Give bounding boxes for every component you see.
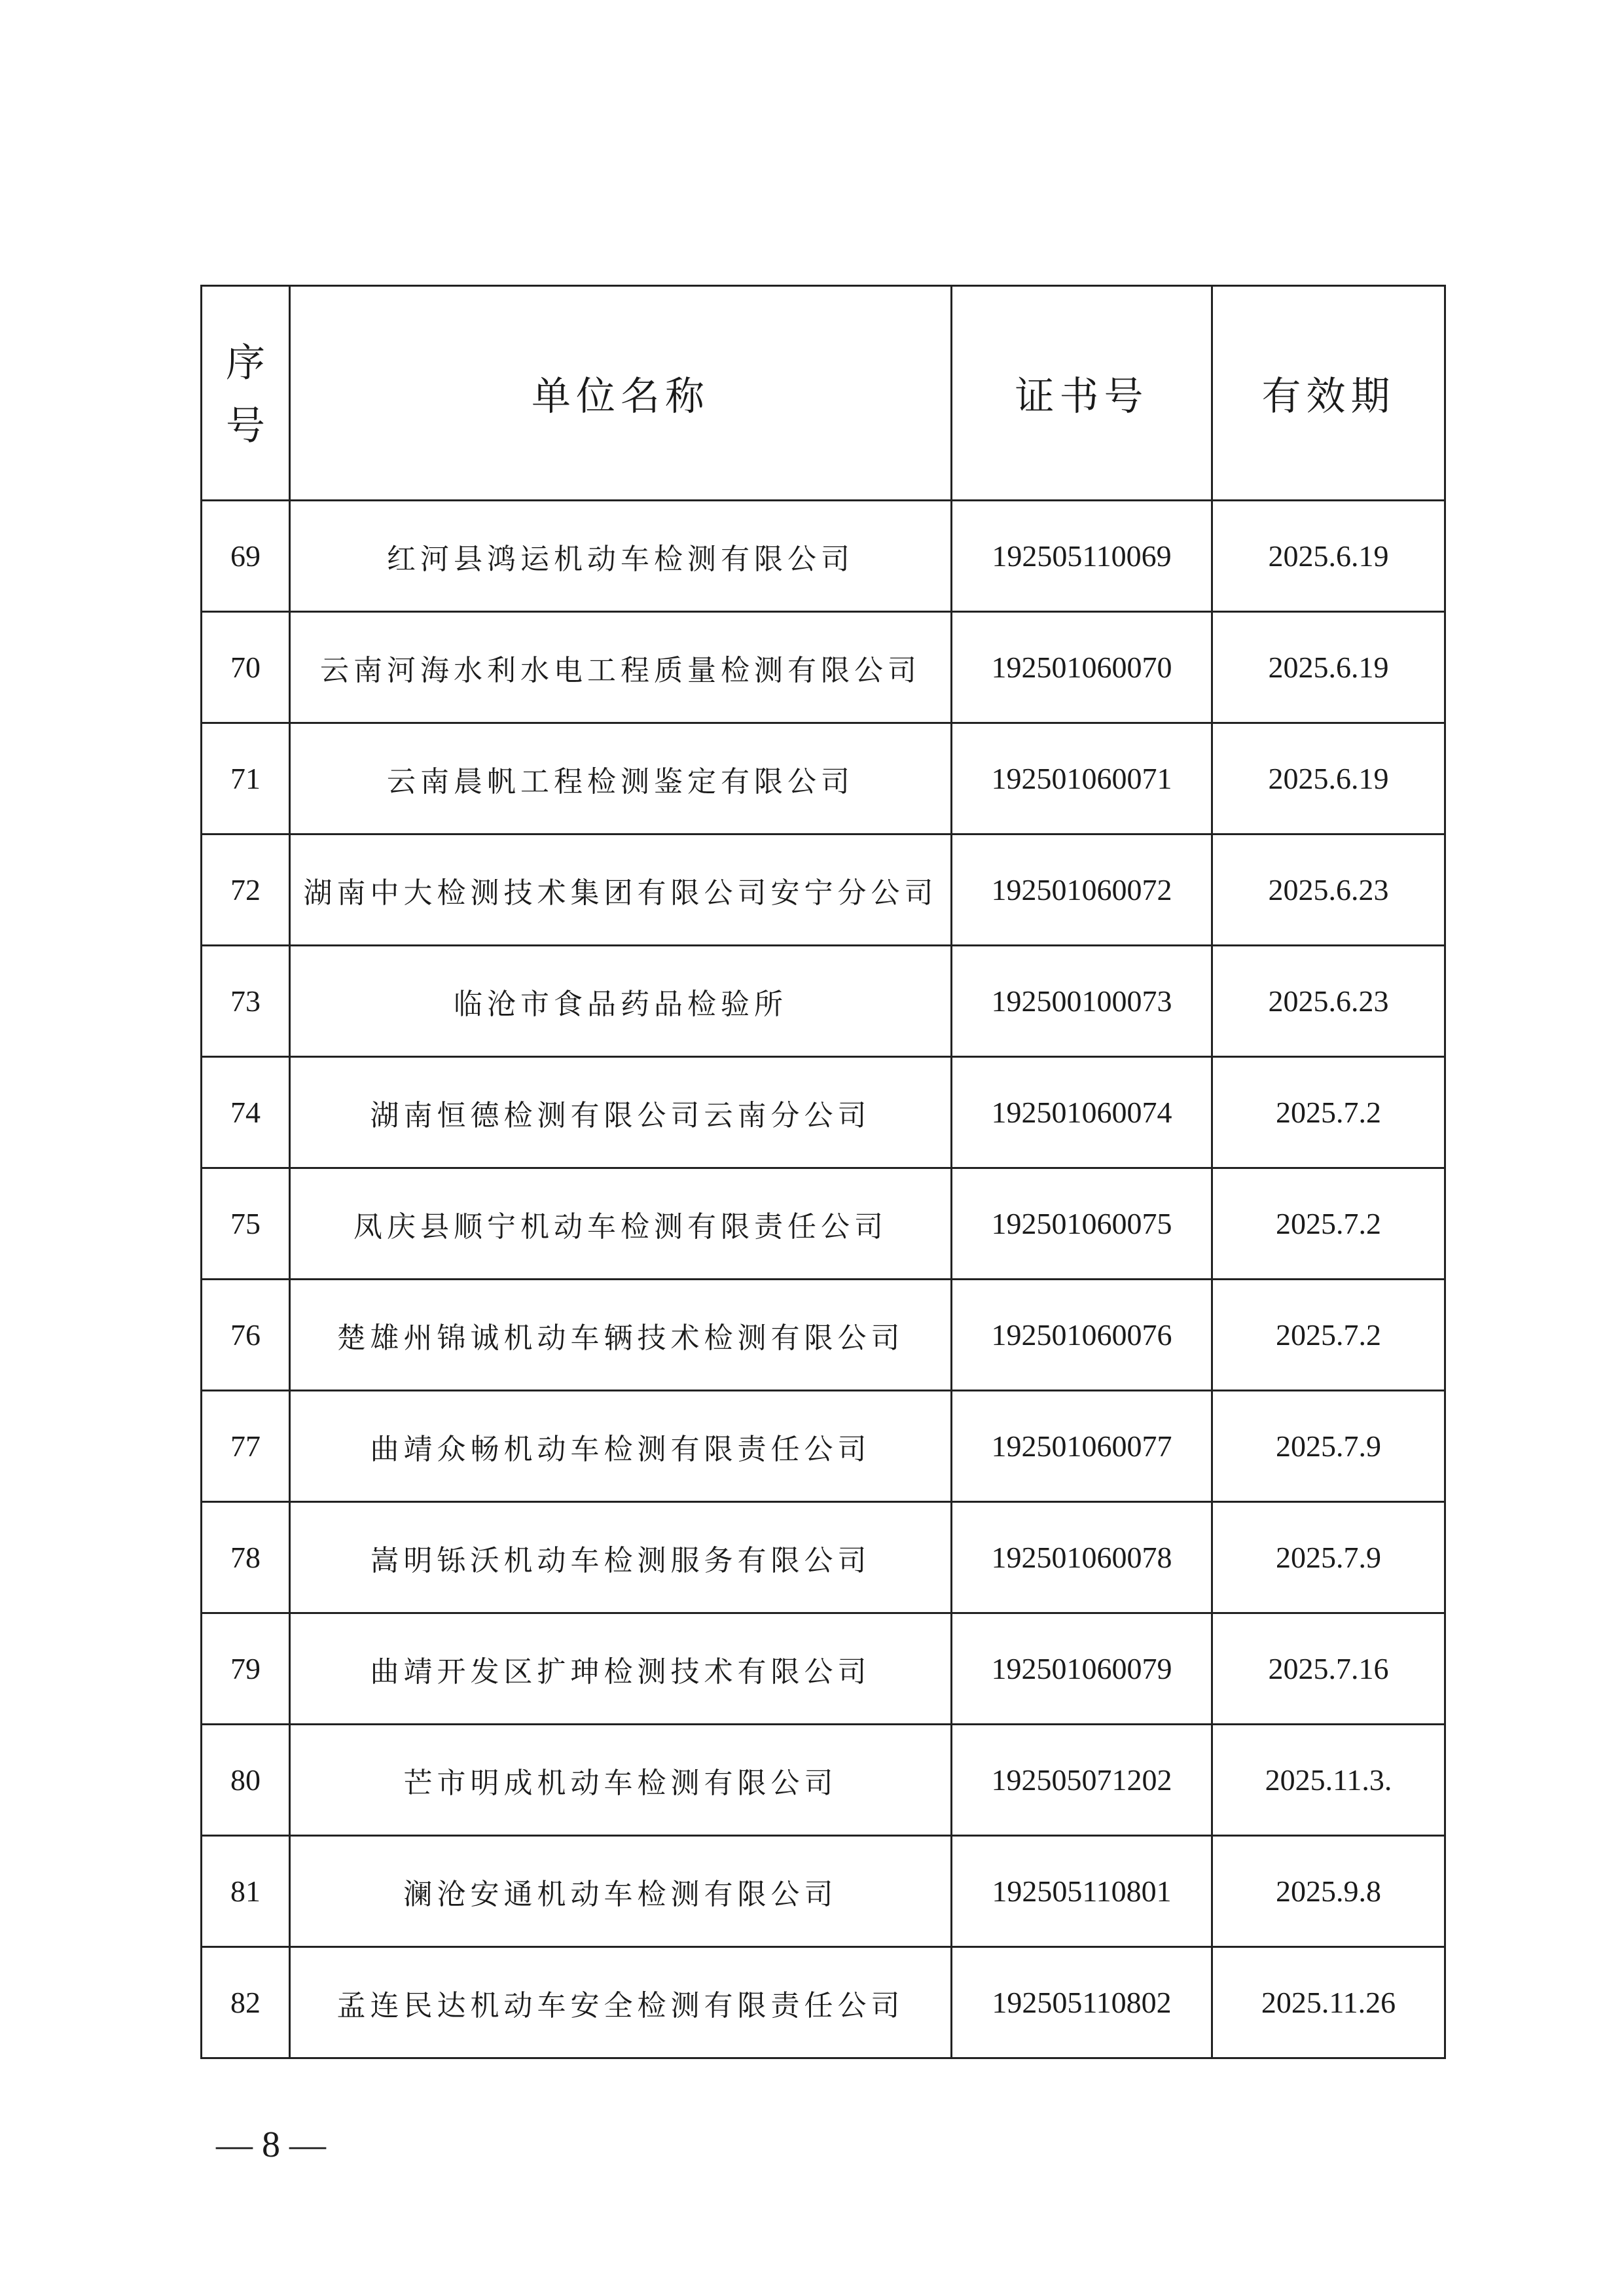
header-validity: 有效期 — [1212, 286, 1445, 501]
row-certificate-number: 192501060070 — [952, 612, 1212, 723]
row-certificate-number: 192501060077 — [952, 1391, 1212, 1502]
row-seq: 76 — [202, 1280, 290, 1391]
row-unit-name: 曲靖众畅机动车检测有限责任公司 — [290, 1391, 952, 1502]
row-unit-name: 芒市明成机动车检测有限公司 — [290, 1725, 952, 1836]
table-row — [202, 1836, 1445, 1947]
row-seq: 70 — [202, 612, 290, 723]
table-header — [202, 286, 1445, 501]
row-seq: 82 — [202, 1947, 290, 2058]
row-validity: 2025.11.3. — [1212, 1725, 1445, 1836]
row-unit-name: 澜沧安通机动车检测有限公司 — [290, 1836, 952, 1947]
row-seq: 72 — [202, 834, 290, 946]
row-unit-name: 孟连民达机动车安全检测有限责任公司 — [290, 1947, 952, 2058]
row-certificate-number: 192505110801 — [952, 1836, 1212, 1947]
row-seq: 75 — [202, 1168, 290, 1280]
table-row — [202, 1280, 1445, 1391]
header-unit-name: 单位名称 — [290, 286, 952, 501]
row-unit-name: 临沧市食品药品检验所 — [290, 946, 952, 1057]
row-certificate-number: 192501060071 — [952, 723, 1212, 834]
table-row — [202, 1613, 1445, 1725]
table-row — [202, 723, 1445, 834]
table-row — [202, 1057, 1445, 1168]
row-certificate-number: 192500100073 — [952, 946, 1212, 1057]
row-certificate-number: 192501060074 — [952, 1057, 1212, 1168]
row-certificate-number: 192505110802 — [952, 1947, 1212, 2058]
row-seq: 73 — [202, 946, 290, 1057]
row-certificate-number: 192501060078 — [952, 1502, 1212, 1613]
row-validity: 2025.6.19 — [1212, 612, 1445, 723]
header-seq — [202, 286, 290, 501]
row-certificate-number: 192501060076 — [952, 1280, 1212, 1391]
table-row — [202, 1168, 1445, 1280]
row-unit-name: 红河县鸿运机动车检测有限公司 — [290, 501, 952, 612]
row-validity: 2025.6.19 — [1212, 501, 1445, 612]
row-certificate-number: 192505071202 — [952, 1725, 1212, 1836]
row-seq: 81 — [202, 1836, 290, 1947]
row-validity: 2025.6.23 — [1212, 834, 1445, 946]
row-certificate-number: 192501060079 — [952, 1613, 1212, 1725]
row-validity: 2025.7.2 — [1212, 1280, 1445, 1391]
table-row — [202, 834, 1445, 946]
row-validity: 2025.7.9 — [1212, 1502, 1445, 1613]
row-seq: 74 — [202, 1057, 290, 1168]
table-row — [202, 1947, 1445, 2058]
row-validity: 2025.6.19 — [1212, 723, 1445, 834]
row-seq: 69 — [202, 501, 290, 612]
row-unit-name: 湖南中大检测技术集团有限公司安宁分公司 — [290, 834, 952, 946]
table-row — [202, 946, 1445, 1057]
row-seq: 79 — [202, 1613, 290, 1725]
table-body — [202, 501, 1445, 2058]
row-unit-name: 凤庆县顺宁机动车检测有限责任公司 — [290, 1168, 952, 1280]
row-seq: 78 — [202, 1502, 290, 1613]
table-row — [202, 501, 1445, 612]
row-validity: 2025.9.8 — [1212, 1836, 1445, 1947]
row-unit-name: 楚雄州锦诚机动车辆技术检测有限公司 — [290, 1280, 952, 1391]
header-seq-char-1: 序 — [226, 340, 265, 386]
row-certificate-number: 192501060072 — [952, 834, 1212, 946]
table-row — [202, 1391, 1445, 1502]
row-seq: 77 — [202, 1391, 290, 1502]
row-validity: 2025.7.9 — [1212, 1391, 1445, 1502]
header-seq-char-2: 号 — [226, 403, 265, 449]
row-unit-name: 曲靖开发区扩珅检测技术有限公司 — [290, 1613, 952, 1725]
row-unit-name: 湖南恒德检测有限公司云南分公司 — [290, 1057, 952, 1168]
row-seq: 71 — [202, 723, 290, 834]
table-row — [202, 1725, 1445, 1836]
row-seq: 80 — [202, 1725, 290, 1836]
row-validity: 2025.6.23 — [1212, 946, 1445, 1057]
table-row — [202, 612, 1445, 723]
row-certificate-number: 192501060075 — [952, 1168, 1212, 1280]
header-row — [202, 286, 1445, 501]
row-validity: 2025.7.16 — [1212, 1613, 1445, 1725]
header-certificate-number: 证书号 — [952, 286, 1212, 501]
row-validity: 2025.7.2 — [1212, 1168, 1445, 1280]
page-number: — 8 — — [216, 2125, 326, 2165]
row-unit-name: 云南河海水利水电工程质量检测有限公司 — [290, 612, 952, 723]
row-certificate-number: 192505110069 — [952, 501, 1212, 612]
row-unit-name: 嵩明铄沃机动车检测服务有限公司 — [290, 1502, 952, 1613]
table-row — [202, 1502, 1445, 1613]
row-validity: 2025.7.2 — [1212, 1057, 1445, 1168]
row-unit-name: 云南晨帆工程检测鉴定有限公司 — [290, 723, 952, 834]
certificate-table — [200, 285, 1446, 2059]
row-validity: 2025.11.26 — [1212, 1947, 1445, 2058]
